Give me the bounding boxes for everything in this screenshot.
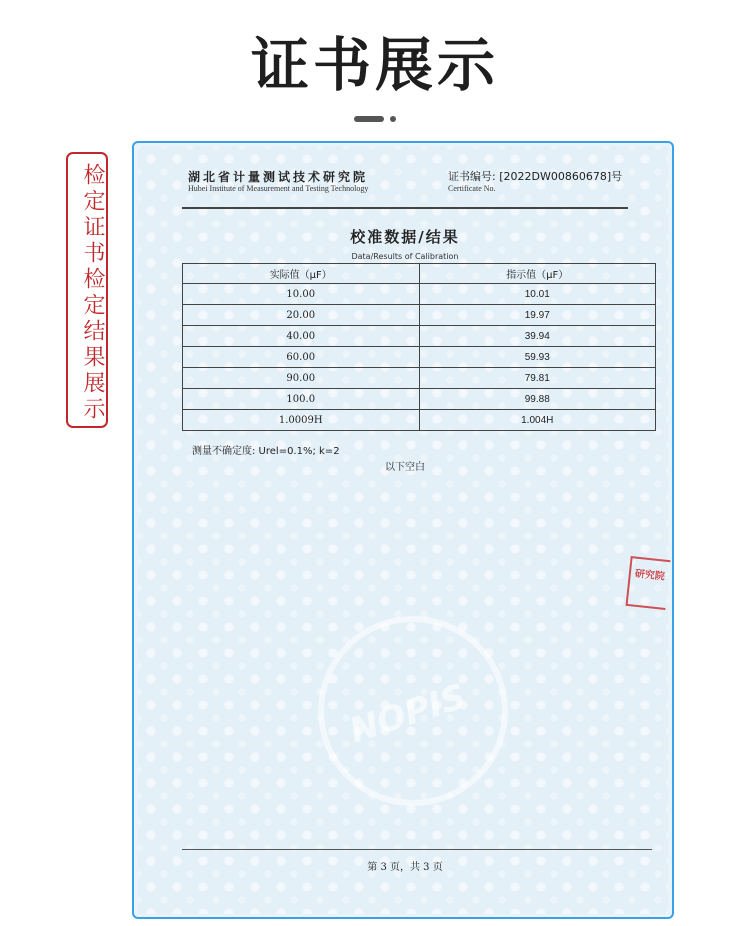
actual-value: 20.00 [183,305,420,326]
side-label-char: 结 [80,318,105,345]
actual-value: 60.00 [183,347,420,368]
column-header-actual: 实际值（μF） [183,264,420,284]
table-title: 校准数据/结果 [350,228,460,246]
page-number: 第 3 页，共 3 页 [367,862,443,873]
uncertainty-statement: 测量不确定度: Urel=0.1%; k=2 [192,446,340,457]
table-row [183,389,656,410]
side-label-char: 检 [80,162,105,189]
table-header-row [183,264,656,284]
side-label-char: 定 [80,188,105,215]
red-seal-stamp: 研究院 [625,556,670,610]
indicated-value: 99.88 [419,389,656,410]
side-label-char: 示 [80,396,105,423]
page-title: 证书展示 [250,31,499,99]
table-subtitle: Data/Results of Calibration [351,252,459,261]
certificate-paper [138,146,668,914]
table-row [183,347,656,368]
footer-rule [182,849,652,850]
actual-value: 90.00 [183,368,420,389]
side-label-char: 展 [80,370,105,397]
indicated-value: 10.01 [419,284,656,305]
blank-below-note: 以下空白 [385,462,425,473]
institute-name: 湖北省计量测试技术研究院 [188,170,369,184]
actual-value: 40.00 [183,326,420,347]
indicated-value: 79.81 [419,368,656,389]
institute-name-en: Hubei Institute of Measurement and Testing Technology [188,184,369,193]
certificate-number: 证书编号: [2022DW00860678]号 [448,170,623,183]
indicated-value: 1.004H [419,410,656,431]
table-row [183,284,656,305]
calibration-table [182,263,656,431]
indicated-value: 19.97 [419,305,656,326]
indicated-value: 59.93 [419,347,656,368]
actual-value: 10.00 [183,284,420,305]
header-rule [182,207,628,209]
table-row [183,326,656,347]
side-label-char: 证 [80,214,105,241]
table-row [183,410,656,431]
actual-value: 1.0009H [183,410,420,431]
certificate-frame [132,141,674,919]
side-label-char: 检 [80,266,105,293]
actual-value: 100.0 [183,389,420,410]
table-row [183,368,656,389]
column-header-indicated: 指示值（μF） [419,264,656,284]
certificate-number-en: Certificate No. [448,184,496,193]
side-label-char: 定 [80,292,105,319]
indicated-value: 39.94 [419,326,656,347]
side-label-char: 果 [80,344,105,371]
table-row [183,305,656,326]
side-label-char: 书 [80,240,105,267]
side-label [66,152,108,428]
watermark-text: NOPIS [344,676,471,752]
